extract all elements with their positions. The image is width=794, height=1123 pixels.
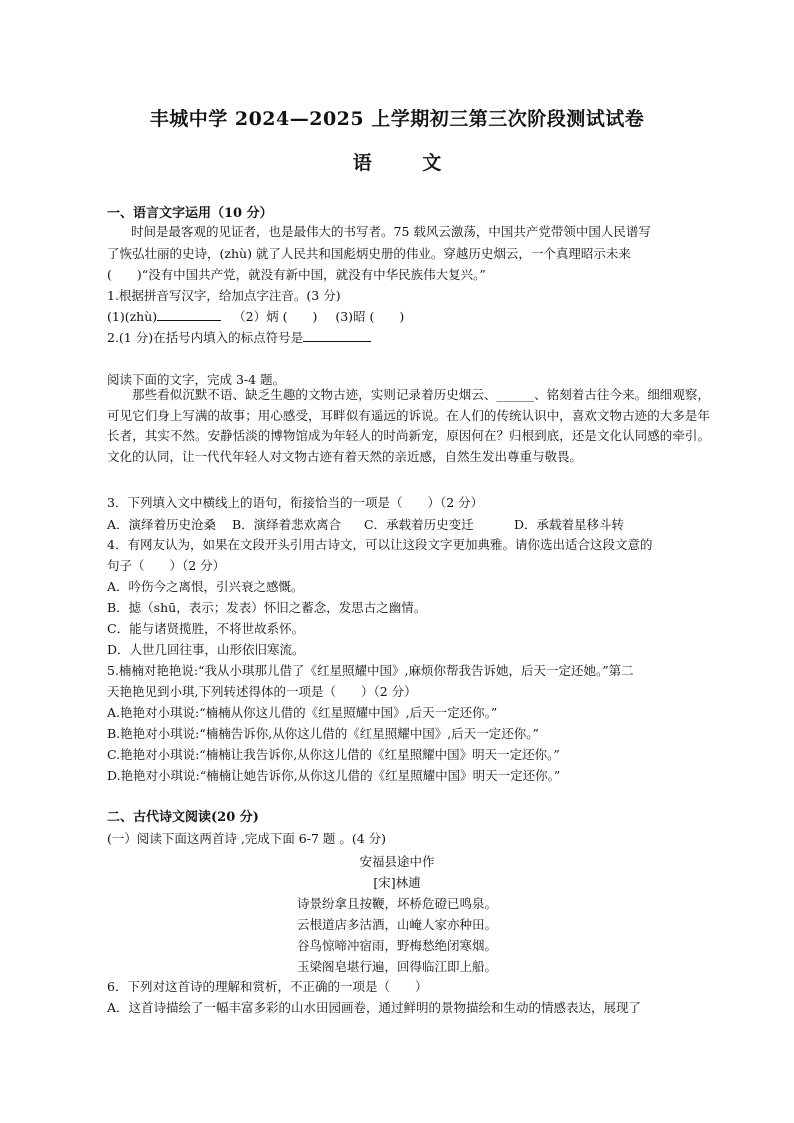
q1-item-1-label: (1)(zhù) bbox=[107, 309, 158, 324]
q2-answer-blank[interactable] bbox=[303, 329, 371, 342]
q5-option-b[interactable]: B.艳艳对小琪说:“楠楠告诉你,从你这儿借的《红星照耀中国》,后天一定还你。” bbox=[107, 726, 539, 741]
question-4-line-2: 句子（ ）（2 分） bbox=[107, 558, 226, 573]
passage-line-2: 了恢弘壮丽的史诗，(zhù) 就了人民共和国彪炳史册的伟业。穿越历史烟云，一个真理昭示未来 bbox=[107, 246, 631, 261]
q1-item-3-label: (3)昭 bbox=[335, 309, 366, 324]
q4-option-c[interactable]: C．能与诸贤揽胜，不将世故系怀。 bbox=[107, 621, 305, 636]
question-2-text: 2.(1 分)在括号内填入的标点符号是 bbox=[107, 330, 304, 345]
q5-option-a[interactable]: A.艳艳对小琪说:“楠楠从你这儿借的《红星照耀中国》,后天一定还你。” bbox=[107, 705, 498, 720]
q4-option-d[interactable]: D．人世几回往事，山形依旧寒流。 bbox=[107, 642, 305, 657]
q3-option-b[interactable]: B．演绎着悲欢离合 bbox=[232, 517, 342, 532]
poem-author: [宋]林逋 bbox=[373, 875, 421, 890]
passage-line-3: ( )“没有中国共产党，就没有新中国，就没有中华民族伟大复兴。” bbox=[107, 267, 486, 282]
q3-option-d[interactable]: D．承载着星移斗转 bbox=[514, 517, 625, 532]
question-6: 6．下列对这首诗的理解和赏析，不正确的一项是（ ） bbox=[107, 979, 428, 994]
section1-heading: 一、语言文字运用（10 分） bbox=[107, 206, 273, 221]
question-1-items bbox=[107, 308, 404, 326]
q1-item-2-paren[interactable]: ( ) bbox=[282, 309, 318, 324]
question-3-options bbox=[107, 515, 624, 533]
poem-line-2: 云根道店多沽酒，山崦人家亦种田。 bbox=[296, 917, 497, 932]
q4-option-b[interactable]: B．摅（shū，表示；发表）怀旧之蓄念，发思古之幽情。 bbox=[107, 600, 427, 615]
section2-subheading: (一）阅读下面这两首诗 ,完成下面 6-7 题 。(4 分) bbox=[107, 831, 387, 846]
reading-passage bbox=[107, 385, 710, 467]
question-1: 1.根据拼音写汉字，给加点字注音。(3 分) bbox=[107, 288, 341, 303]
exam-title: 丰城中学 2024—2025 上学期初三第三次阶段测试试卷 bbox=[149, 108, 645, 130]
question-5-line-1: 5.楠楠对艳艳说:“我从小琪那儿借了《红星照耀中国》,麻烦你帮我告诉她，后天一定还她。”第二 bbox=[107, 663, 634, 678]
poem-line-4: 玉梁阁皂堪行遍，回得临江即上船。 bbox=[296, 959, 497, 974]
reading-passage-text: 那些看似沉默不语、缺乏生趣的文物古迹，实则记录着历史烟云、______、铭刻着古往今来。细细观察，可见它们身上写满的故事；用心感受，耳畔似有遥远的诉说。在人们的传统认识中，喜欢文物古迹的大多是年长者，其实不然。安静恬淡的博物馆成为年轻人的时尚新宠，原因何在？归根到底，还是文化认同感的牵引。文化的认同，让一代代年轻人对文物古迹有着天然的亲近感，自然生发出尊重与敬畏。 bbox=[107, 387, 710, 464]
q3-option-a[interactable]: A．演绎着历史沧桑 bbox=[107, 517, 217, 532]
q6-option-a[interactable]: A．这首诗描绘了一幅丰富多彩的山水田园画卷，通过鲜明的景物描绘和生动的情感表达，展现了 bbox=[107, 1000, 642, 1015]
q1-answer-blank-1[interactable] bbox=[157, 308, 221, 321]
poem-line-1: 诗景纷拿且按鞭，坏桥危磴已鸣泉。 bbox=[296, 896, 497, 911]
q4-option-a[interactable]: A．吟伤今之离恨，引兴衰之感慨。 bbox=[107, 579, 304, 594]
q5-option-c[interactable]: C.艳艳对小琪说:“楠楠让我告诉你,从你这儿借的《红星照耀中国》明天一定还你。” bbox=[107, 747, 560, 762]
question-2 bbox=[107, 329, 371, 347]
poem-line-3: 谷鸟惊啼冲宿雨，野梅愁绝闭寒烟。 bbox=[296, 938, 497, 953]
question-5-line-2: 天艳艳见到小琪,下列转述得体的一项是（ ）（2 分） bbox=[107, 684, 417, 699]
q1-item-2-label: （2）炳 bbox=[233, 309, 279, 324]
subject-title: 语 文 bbox=[352, 152, 464, 174]
q5-option-d[interactable]: D.艳艳对小琪说:“楠楠让她告诉你,从你这儿借的《红星照耀中国》明天一定还你。” bbox=[107, 768, 561, 783]
section2-heading: 二、古代诗文阅读(20 分) bbox=[107, 810, 259, 825]
question-3: 3．下列填入文中横线上的语句，衔接恰当的一项是（ ）（2 分） bbox=[107, 495, 484, 510]
poem-title: 安福县途中作 bbox=[359, 854, 435, 869]
passage-line-1: 时间是最客观的见证者，也是最伟大的书写者。75 载风云激荡，中国共产党带领中国人民谱写 bbox=[131, 224, 651, 239]
q1-item-3-paren[interactable]: ( ) bbox=[369, 309, 405, 324]
q3-option-c[interactable]: C．承载着历史变迁 bbox=[364, 517, 474, 532]
reading-intro: 阅读下面的文字，完成 3-4 题。 bbox=[107, 372, 286, 387]
question-4-line-1: 4．有网友认为，如果在文段开头引用古诗文，可以让这段文字更加典雅。请你选出适合这段文意的 bbox=[107, 537, 653, 552]
